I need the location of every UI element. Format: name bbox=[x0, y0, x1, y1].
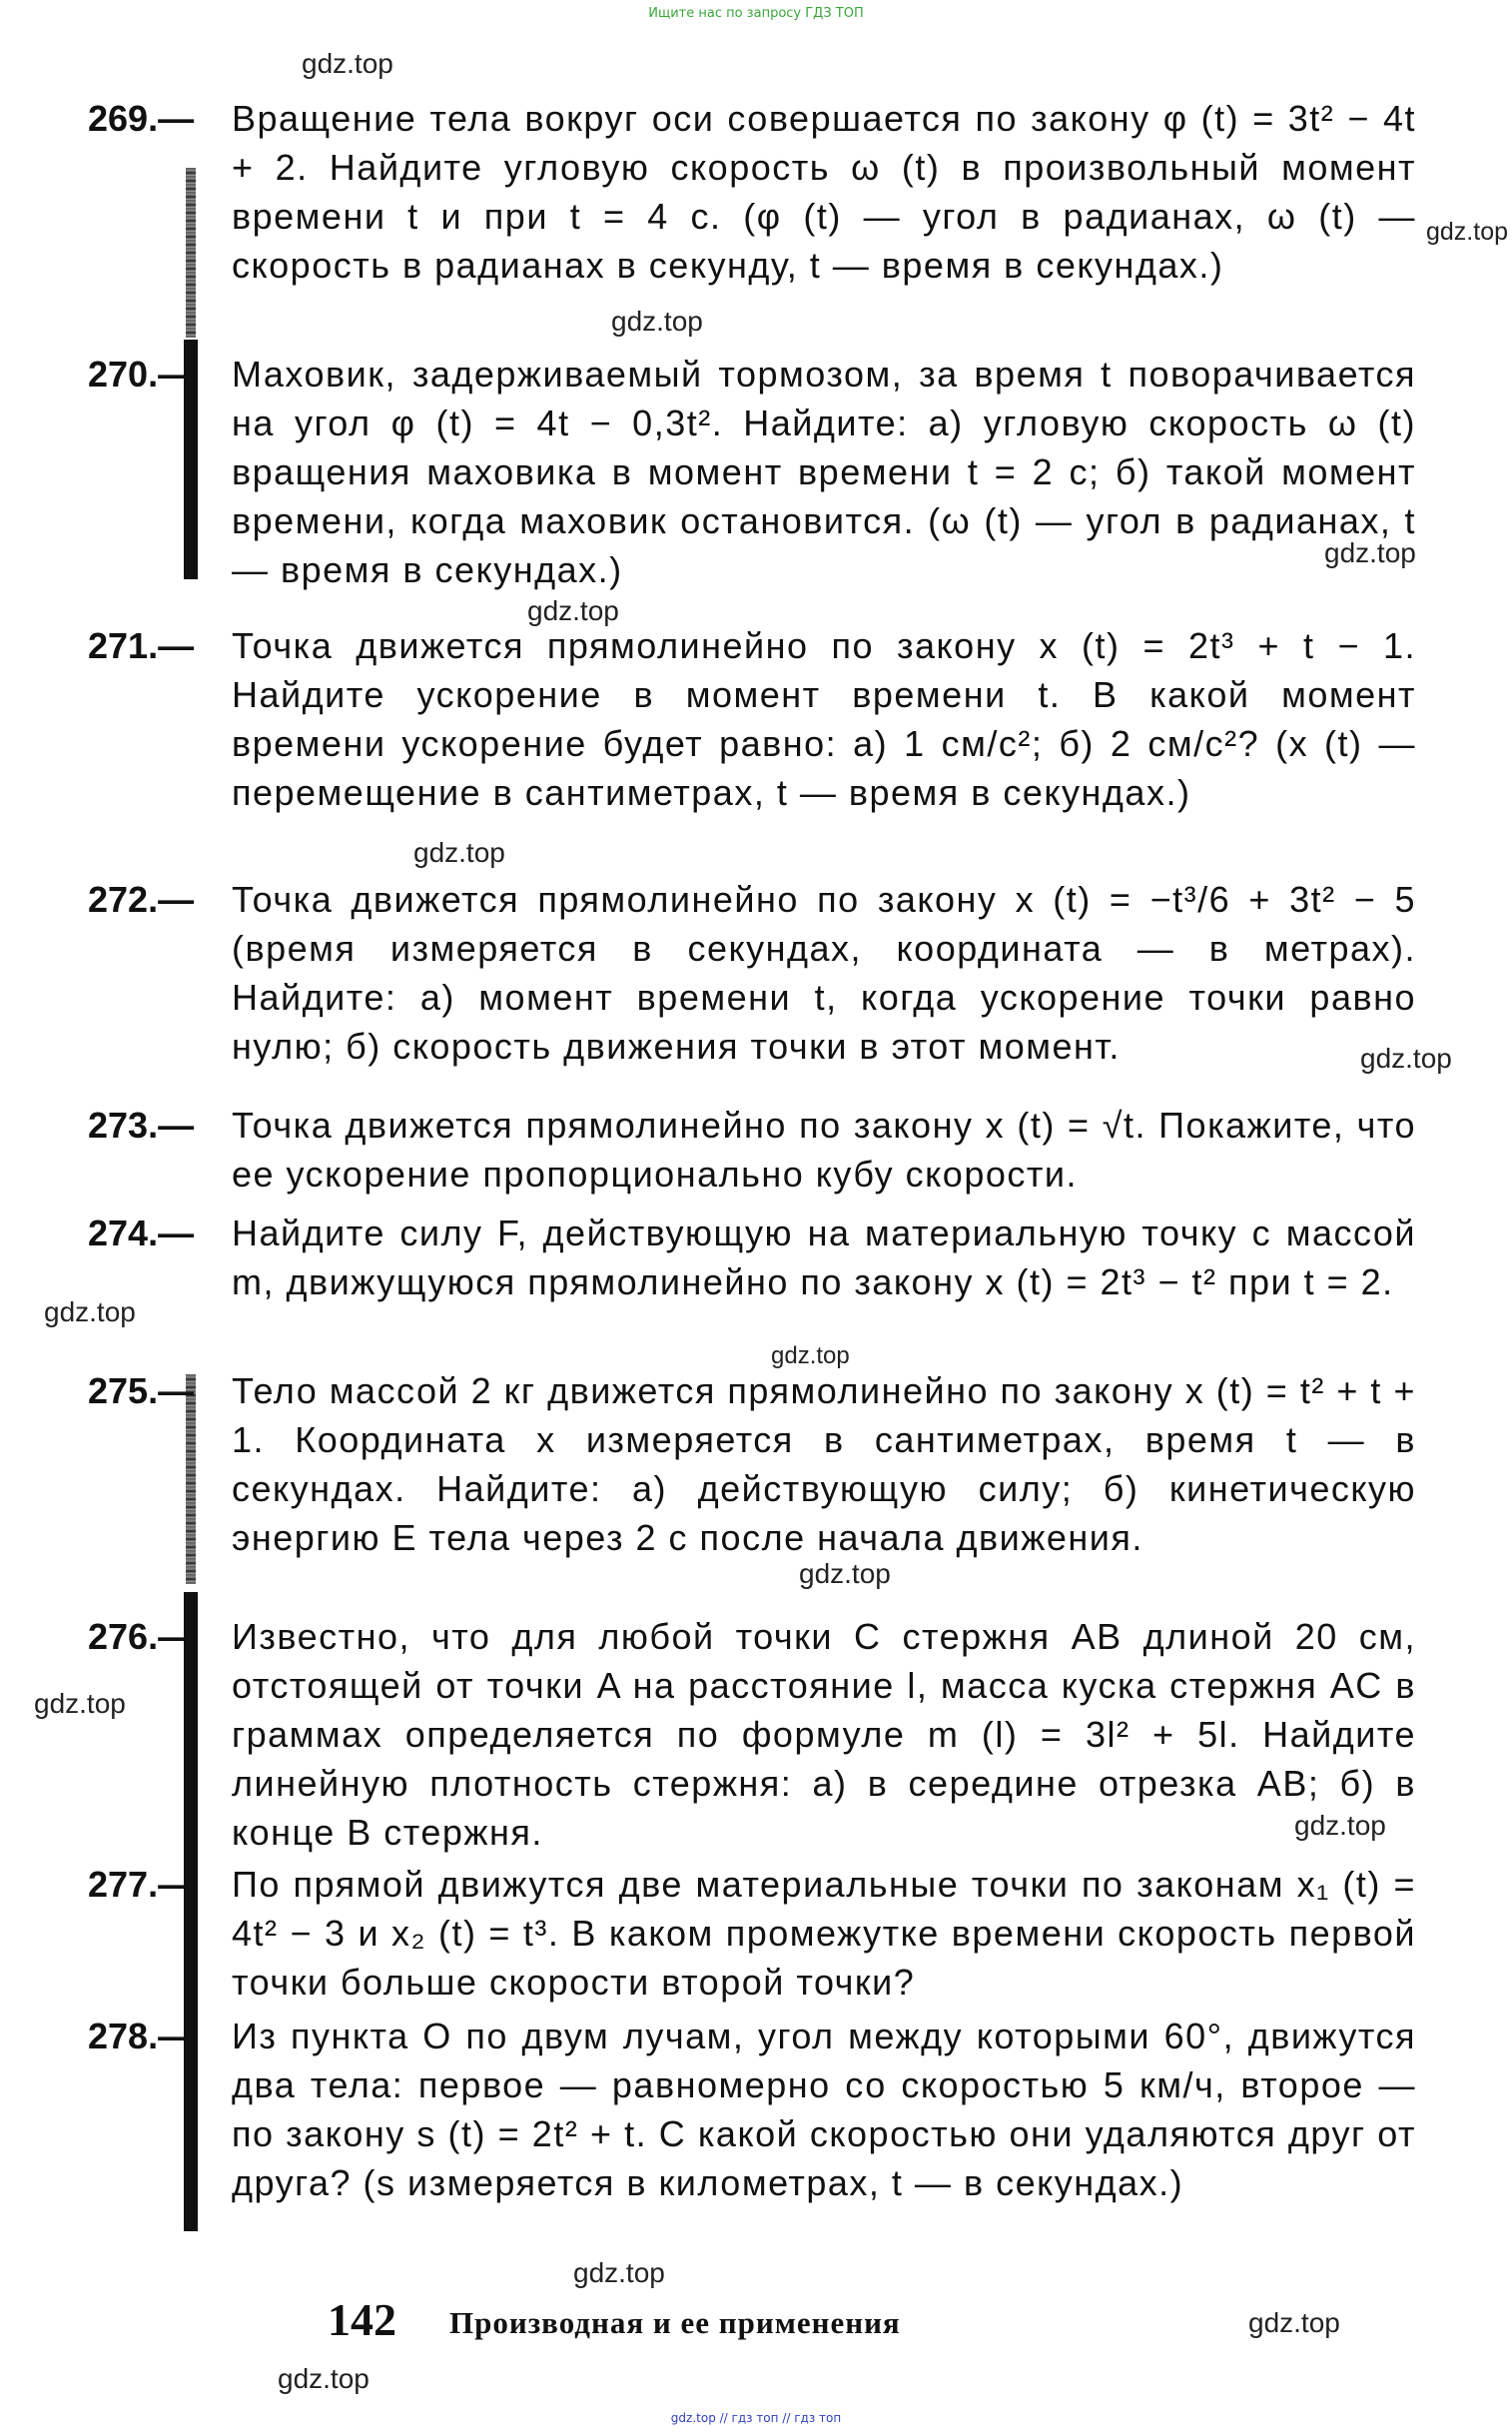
margin-bar bbox=[184, 1592, 198, 2231]
watermark: gdz.top bbox=[1426, 218, 1509, 246]
problem-number: 275.— bbox=[88, 1370, 195, 1411]
watermark: gdz.top bbox=[527, 595, 619, 626]
problem-number: 270.— bbox=[88, 354, 195, 395]
watermark: gdz.top bbox=[573, 2257, 665, 2288]
problem-number: 274.— bbox=[88, 1213, 195, 1253]
problem-text: Из пункта O по двум лучам, угол между которыми 60°, движутся два тела: первое — равномерно со скоростью 5 км/ч, второе — по закону s (t) = 2t² + t. С какой скоростью они удаляются друг от друга? (s измеряется в километрах, t — в секундах.) bbox=[232, 2016, 1416, 2203]
problem-number: 269.— bbox=[88, 98, 195, 139]
page-number: 142 bbox=[328, 2294, 396, 2345]
watermark: gdz.top bbox=[771, 1342, 850, 1369]
watermark: gdz.top bbox=[1324, 537, 1416, 568]
problem-text: Точка движется прямолинейно по закону x (t) = √t. Покажите, что ее ускорение пропорционально кубу скорости. bbox=[232, 1105, 1416, 1195]
watermark: gdz.top bbox=[1360, 1043, 1452, 1074]
problem-text: По прямой движутся две материальные точки по законам x₁ (t) = 4t² − 3 и x₂ (t) = t³. В каком промежутке времени скорость первой точки больше скорости второй точки? bbox=[232, 1864, 1416, 2003]
top-banner: Ищите нас по запросу ГДЗ ТОП bbox=[648, 6, 864, 21]
problem-text: Известно, что для любой точки C стержня AB длиной 20 см, отстоящей от точки A на расстояние l, масса куска стержня AC в граммах определяется по формуле m (l) = 3l² + 5l. Найдите линейную плотность стержня: а) в середине отрезка AB; б) в конце B стержня. bbox=[232, 1616, 1416, 1853]
problem-number: 278.— bbox=[88, 2016, 195, 2056]
problem-text: Точка движется прямолинейно по закону x (t) = −t³/6 + 3t² − 5 (время измеряется в секундах, координата — в метрах). Найдите: а) момент времени t, когда ускорение точки равно нулю; б) скорость движения точки в этот момент. bbox=[232, 879, 1416, 1067]
watermark: gdz.top bbox=[1294, 1810, 1386, 1841]
problem-number: 276.— bbox=[88, 1616, 195, 1657]
problem-text: Тело массой 2 кг движется прямолинейно по закону x (t) = t² + t + 1. Координата x измеряется в сантиметрах, время t — в секундах. Найдите: а) действующую силу; б) кинетическую энергию E тела через 2 с после начала движения. bbox=[232, 1370, 1416, 1558]
bottom-banner: gdz.top // гдз топ // гдз топ bbox=[670, 2411, 842, 2425]
margin-bar bbox=[186, 168, 196, 338]
watermark: gdz.top bbox=[611, 306, 703, 337]
watermark: gdz.top bbox=[1248, 2307, 1340, 2338]
watermark: gdz.top bbox=[799, 1558, 891, 1589]
problem-text: Вращение тела вокруг оси совершается по закону φ (t) = 3t² − 4t + 2. Найдите угловую скорость ω (t) в произвольный момент времени t и при t = 4 с. (φ (t) — угол в радианах, ω (t) — скорость в радианах в секунду, t — время в секундах.) bbox=[232, 98, 1416, 286]
running-title: Производная и ее применения bbox=[449, 2305, 901, 2340]
problem-number: 277.— bbox=[88, 1864, 195, 1905]
watermark: gdz.top bbox=[44, 1296, 136, 1327]
problem-text: Точка движется прямолинейно по закону x (t) = 2t³ + t − 1. Найдите ускорение в момент времени t. В какой момент времени ускорение будет равно: а) 1 см/с²; б) 2 см/с²? (x (t) — перемещение в сантиметрах, t — время в секундах.) bbox=[232, 625, 1416, 813]
watermark: gdz.top bbox=[34, 1688, 126, 1719]
watermark: gdz.top bbox=[413, 837, 505, 868]
problem-number: 272.— bbox=[88, 879, 195, 920]
problem-text: Найдите силу F, действующую на материальную точку с массой m, движущуюся прямолинейно по закону x (t) = 2t³ − t² при t = 2. bbox=[232, 1213, 1416, 1302]
problem-text: Маховик, задерживаемый тормозом, за время t поворачивается на угол φ (t) = 4t − 0,3t². Найдите: а) угловую скорость ω (t) вращения маховика в момент времени t = 2 с; б) такой момент времени, когда маховик остановится. (ω (t) — угол в радианах, t — время в секундах.) bbox=[232, 354, 1416, 590]
watermark: gdz.top bbox=[302, 48, 393, 79]
problem-number: 273.— bbox=[88, 1105, 195, 1146]
problem-number: 271.— bbox=[88, 625, 195, 666]
watermark: gdz.top bbox=[278, 2363, 370, 2394]
